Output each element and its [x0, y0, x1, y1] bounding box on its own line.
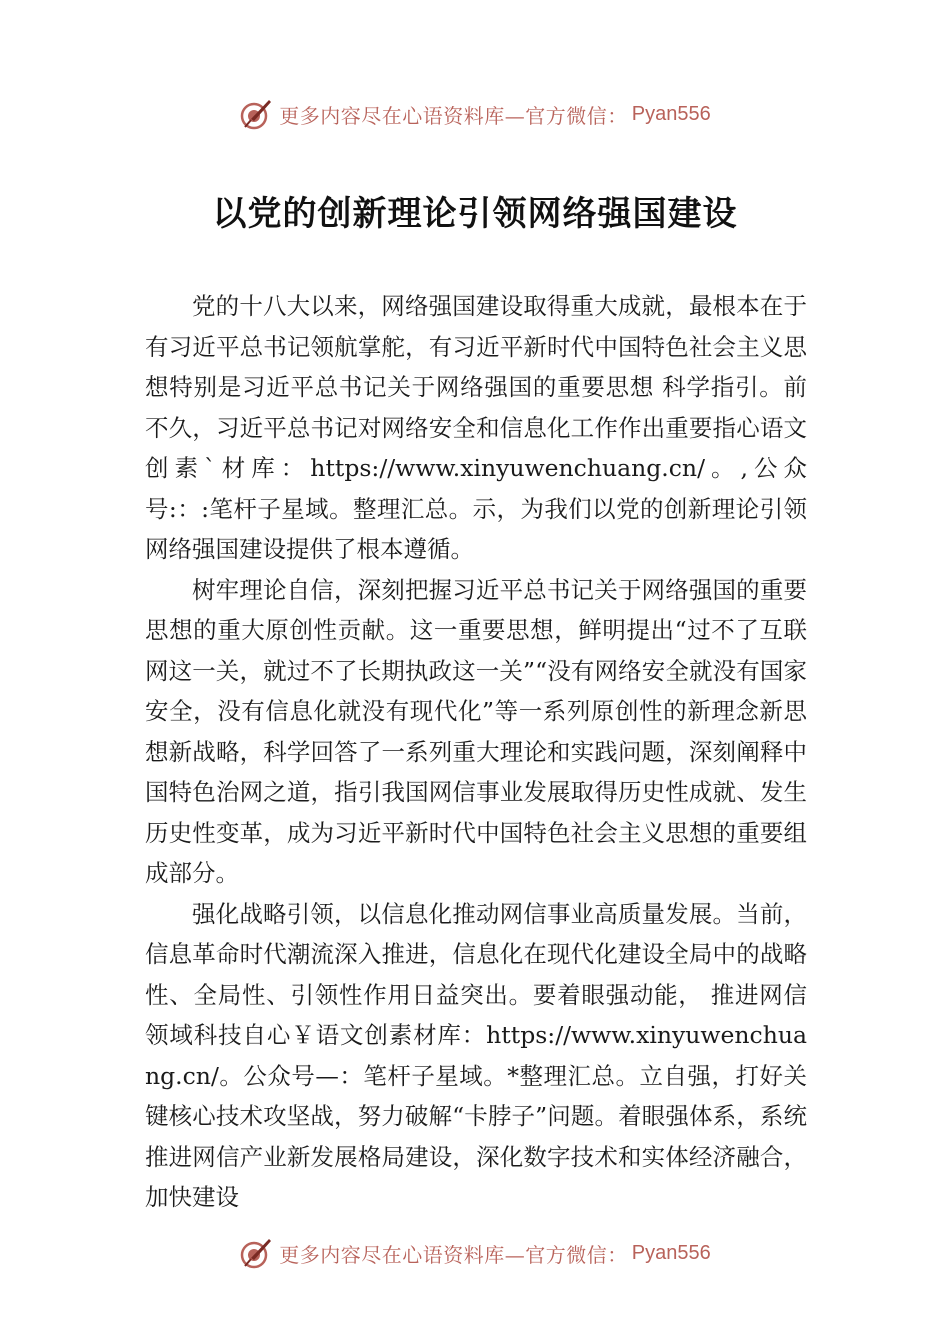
- watermark-text: 更多内容尽在心语资料库—官方微信：: [279, 1242, 628, 1267]
- watermark-wechat-id: Pyan556: [631, 1241, 711, 1264]
- watermark-wechat-id: Pyan556: [631, 102, 711, 125]
- paragraph-1: 党的十八大以来，网络强国建设取得重大成就，最根本在于有习近平总书记领航掌舵，有习近平新时代中国特色社会主义思想特别是习近平总书记关于网络强国的重要思想 科学指引。前不久，习近平总书记对网络安全和信息化工作作出重要指心语文创素`材库：https://www.xinyuwenchuang.cn/。,公众号:：:笔杆子星域。整理汇总。示，为我们以党的创新理论引领网络强国建设提供了根本遵循。: [145, 292, 807, 563]
- document-body: [145, 286, 807, 1218]
- quill-seal-icon: [239, 1236, 273, 1270]
- paragraph-3: 强化战略引领，以信息化推动网信事业高质量发展。当前，信息革命时代潮流深入推进，信息化在现代化建设全局中的战略性、全局性、引领性作用日益突出。要着眼强动能， 推进网信领域科技自心￥语文创素材库：https://www.xinyuwenchuang.cn/。公众号—：笔杆子星域。*整理汇总。立自强，打好关键核心技术攻坚战，努力破解“卡脖子”问题。着眼强体系，系统推进网信产业新发展格局建设，深化数字技术和实体经济融合，加快建设: [145, 899, 807, 1211]
- document-title: 以党的创新理论引领网络强国建设: [212, 194, 738, 234]
- watermark-banner-top: [0, 94, 950, 134]
- watermark-banner-bottom: [0, 1233, 950, 1273]
- paragraph-2: 树牢理论自信，深刻把握习近平总书记关于网络强国的重要思想的重大原创性贡献。这一重要思想，鲜明提出“过不了互联网这一关，就过不了长期执政这一关”“没有网络安全就没有国家安全，没有信息化就没有现代化”等一系列原创性的新理念新思想新战略，科学回答了一系列重大理论和实践问题，深刻阐释中国特色治网之道，指引我国网信事业发展取得历史性成就、发生历史性变革，成为习近平新时代中国特色社会主义思想的重要组成部分。: [145, 575, 807, 887]
- quill-seal-icon: [239, 97, 273, 131]
- watermark-text: 更多内容尽在心语资料库—官方微信：: [279, 103, 628, 128]
